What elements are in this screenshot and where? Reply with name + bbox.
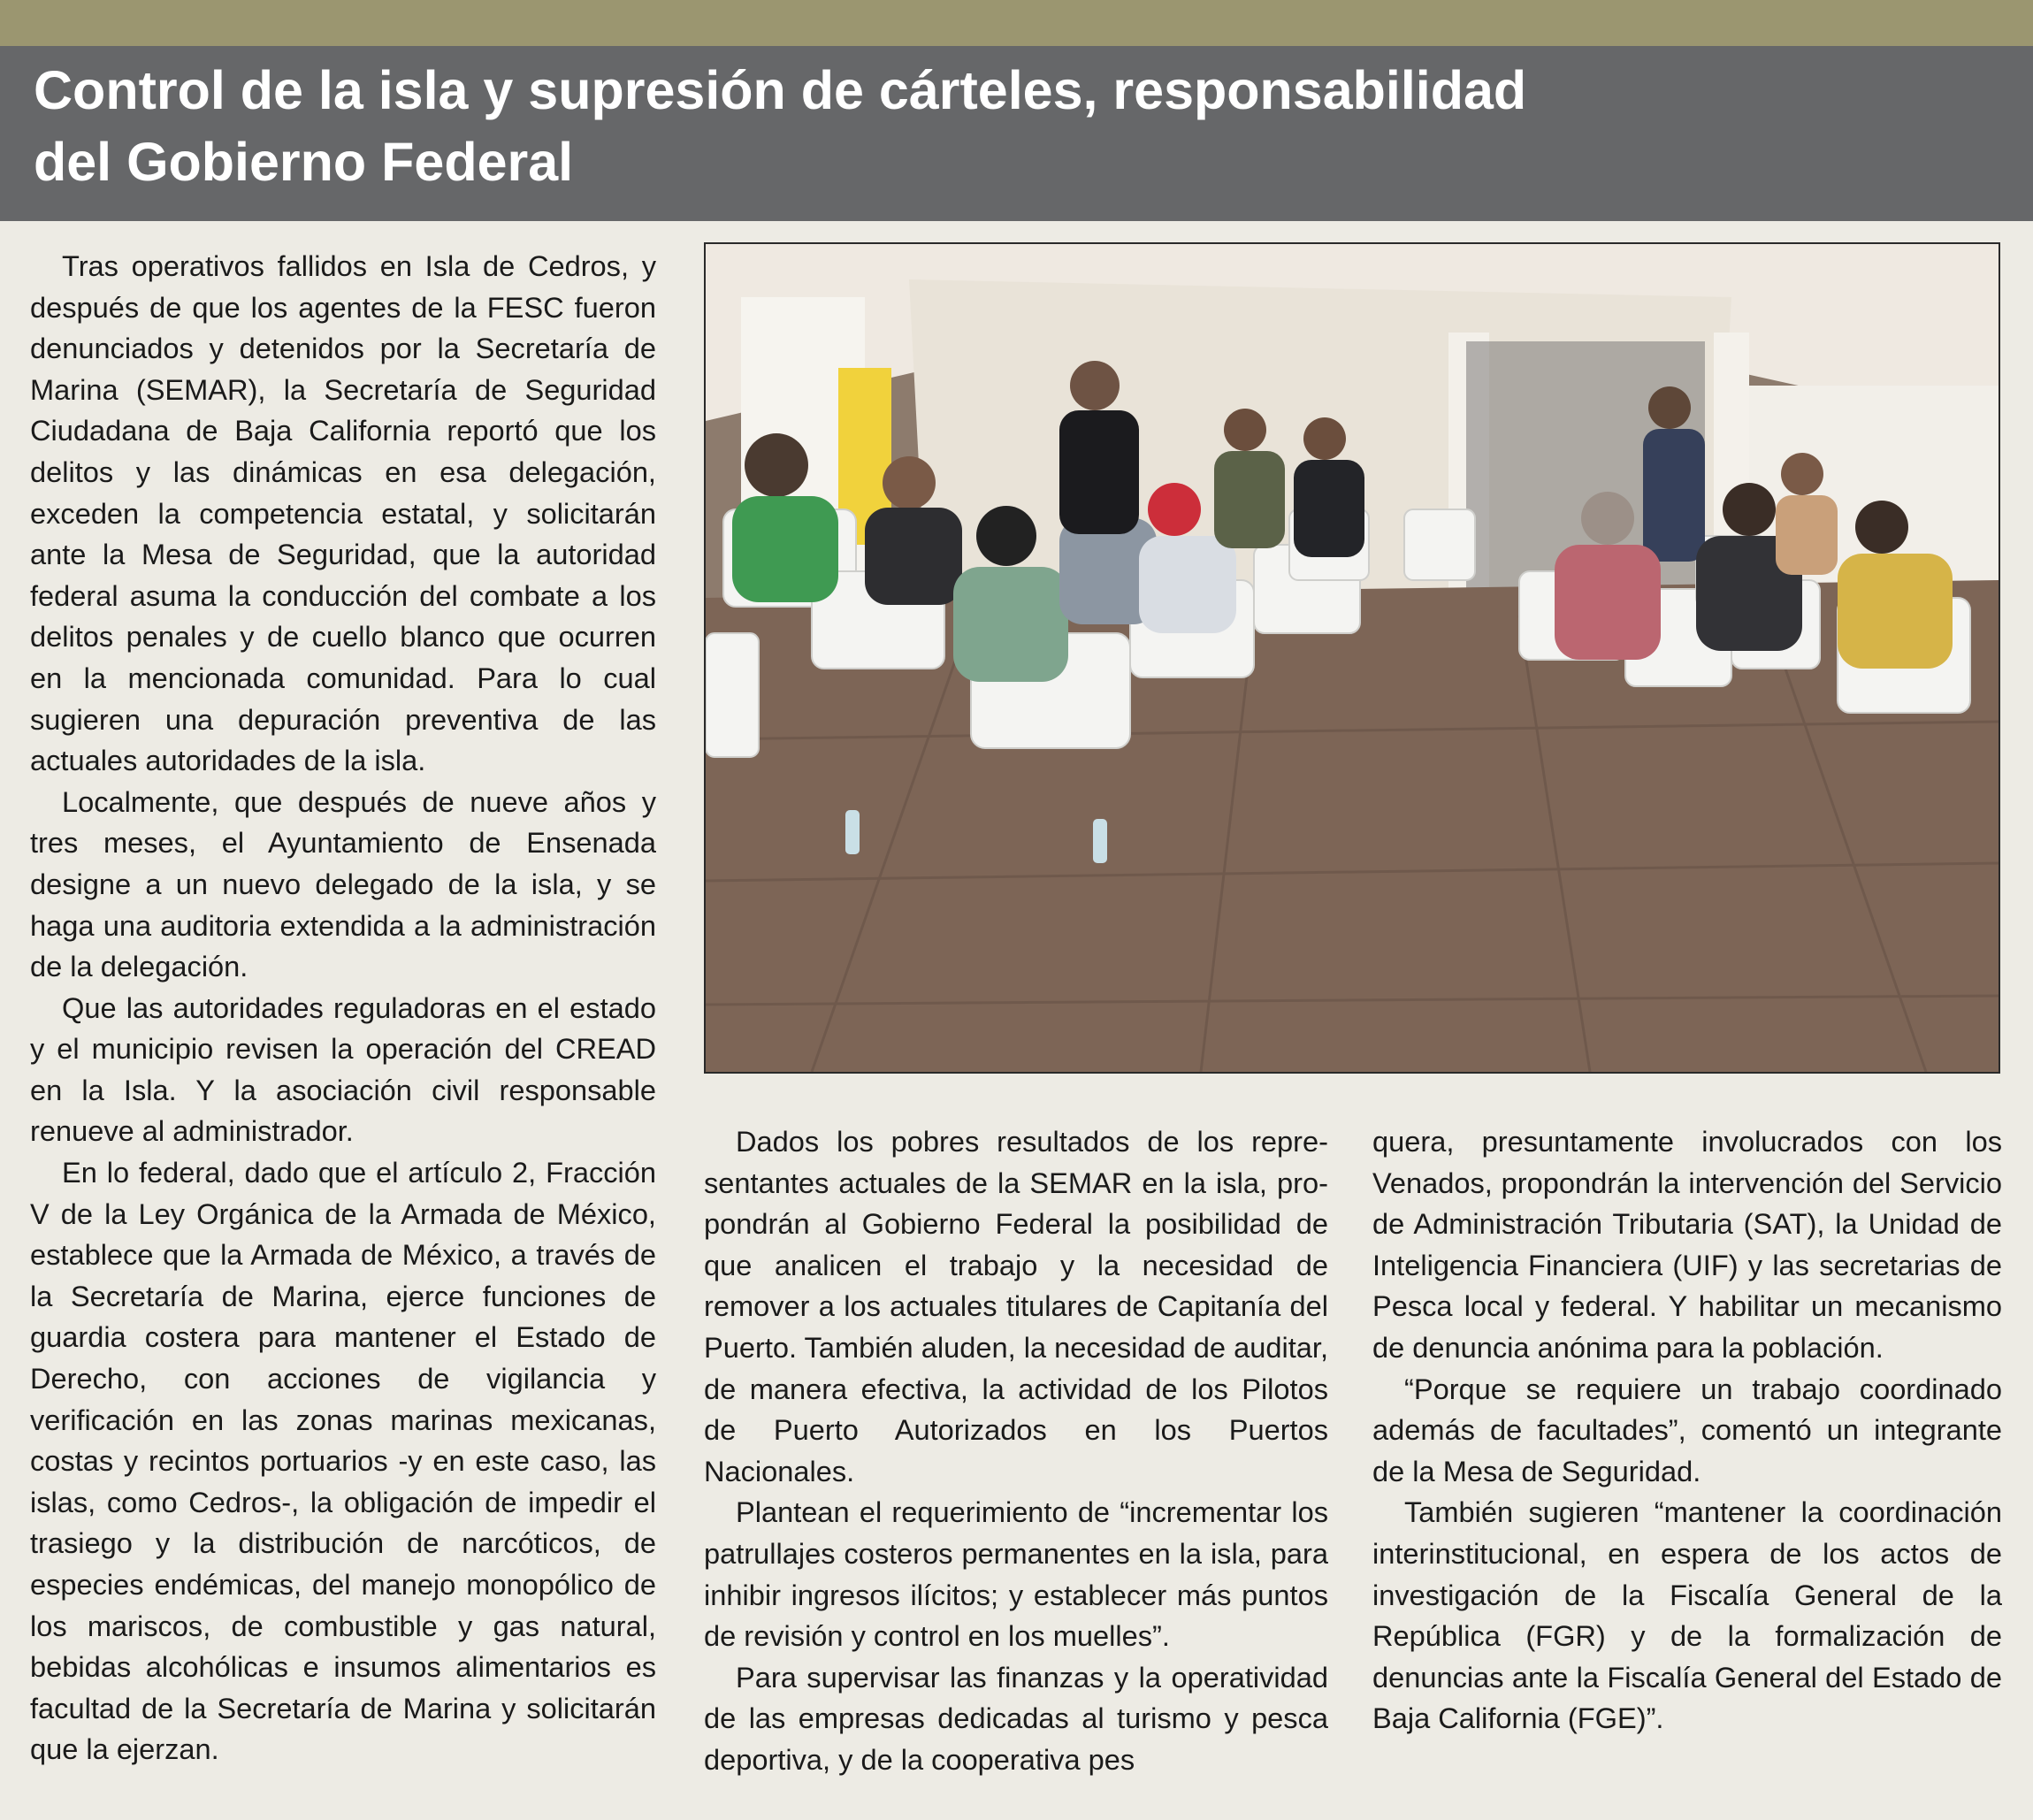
paragraph: quera, presuntamente involucrados con los Venados, propondrán la intervención del Servicio de Administración Tributaria (SAT), la Unidad de Inteligencia Financiera (UIF) y las secretarias de Pesca local y federal. Y habilitar un mecanismo de denuncia anónima para la población. — [1372, 1125, 2002, 1364]
paragraph: También sugieren “mantener la coordinación interinstitucional, en espera de los actos de investigación de la Fiscalía General de la República (FGR) y de la formalización de denuncias ante la Fiscalía General del Estado de Baja California (FGE)”. — [1372, 1495, 2002, 1735]
article-column-3 — [1372, 1121, 2002, 1740]
article-column-2 — [704, 1121, 1328, 1781]
paragraph: En lo federal, dado que el artículo 2, Fracción V de la Ley Orgánica de la Armada de México, establece que la Armada de México, a través de la Secretaría de Marina, ejerce funciones de guardia costera para mantener el Estado de Derecho, con acciones de vigilancia y verificación en las zonas marinas mexicanas, costas y recintos portuarios -y en este caso, las islas, como Cedros-, la obligación de impedir el trasiego y la distribución de narcóticos, de especies endémicas, del manejo monopólico de los mariscos, de combustible y gas natural, bebidas alcohólicas e insumos alimentarios es facultad de la Secretaría de Marina y solicitarán que la ejerzan. — [30, 1156, 656, 1766]
top-color-band — [0, 0, 2033, 46]
paragraph: Tras operativos fallidos en Isla de Cedros, y después de que los agentes de la FESC fueron denunciados y detenidos por la Secretaría de Marina (SEMAR), la Secretaría de Seguridad Ciudadana de Baja California reportó que los delitos y las dinámicas en esa delegación, exceden la competencia estatal, y solicitarán ante la Mesa de Seguridad, que la autoridad federal asuma la conducción del combate a los delitos penales y de cuello blanco que ocurren en la mencionada comunidad. Para lo cual sugieren una depuración preventiva de las actuales autoridades de la isla. — [30, 249, 656, 777]
article-column-1 — [30, 246, 656, 1770]
paragraph: Localmente, que después de nueve años y tres meses, el Ayuntamiento de Ensenada designe a un nuevo delegado de la isla, y se haga una auditoria extendida a la administración de la delegación. — [30, 784, 656, 983]
article-headline — [34, 55, 2014, 198]
paragraph: Para supervisar las finanzas y la operatividad de las empresas dedicadas al turismo y pesca deportiva, y de la cooperativa pes — [704, 1660, 1328, 1776]
paragraph: Que las autoridades reguladoras en el estado y el municipio revisen la operación del CREAD en la Isla. Y la asociación civil responsable renueve al administrador. — [30, 990, 656, 1148]
meeting-photo — [704, 242, 2000, 1074]
headline-line-1: Control de la isla y supresión de cárteles, responsabilidad — [34, 60, 1527, 120]
paragraph: “Porque se requiere un trabajo coordinado además de facultades”, comentó un integrante de la Mesa de Seguridad. — [1372, 1372, 2002, 1487]
paragraph: Plantean el requerimiento de “incrementar los patrullajes costeros permanentes en la isla, para inhibir ingresos ilícitos; y establecer más puntos de revisión y control en los muelles”. — [704, 1495, 1328, 1653]
paragraph: Dados los pobres resultados de los representantes actuales de la SEMAR en la isla, propondrán al Gobierno Federal la posibilidad de que analicen el trabajo y la necesidad de remover a los actuales titulares de Capitanía del Puerto. También aluden, la necesidad de auditar, de manera efectiva, la actividad de los Pilotos de Puerto Autorizados en los Puertos Nacionales. — [704, 1125, 1328, 1487]
headline-line-2: del Gobierno Federal — [34, 132, 574, 192]
